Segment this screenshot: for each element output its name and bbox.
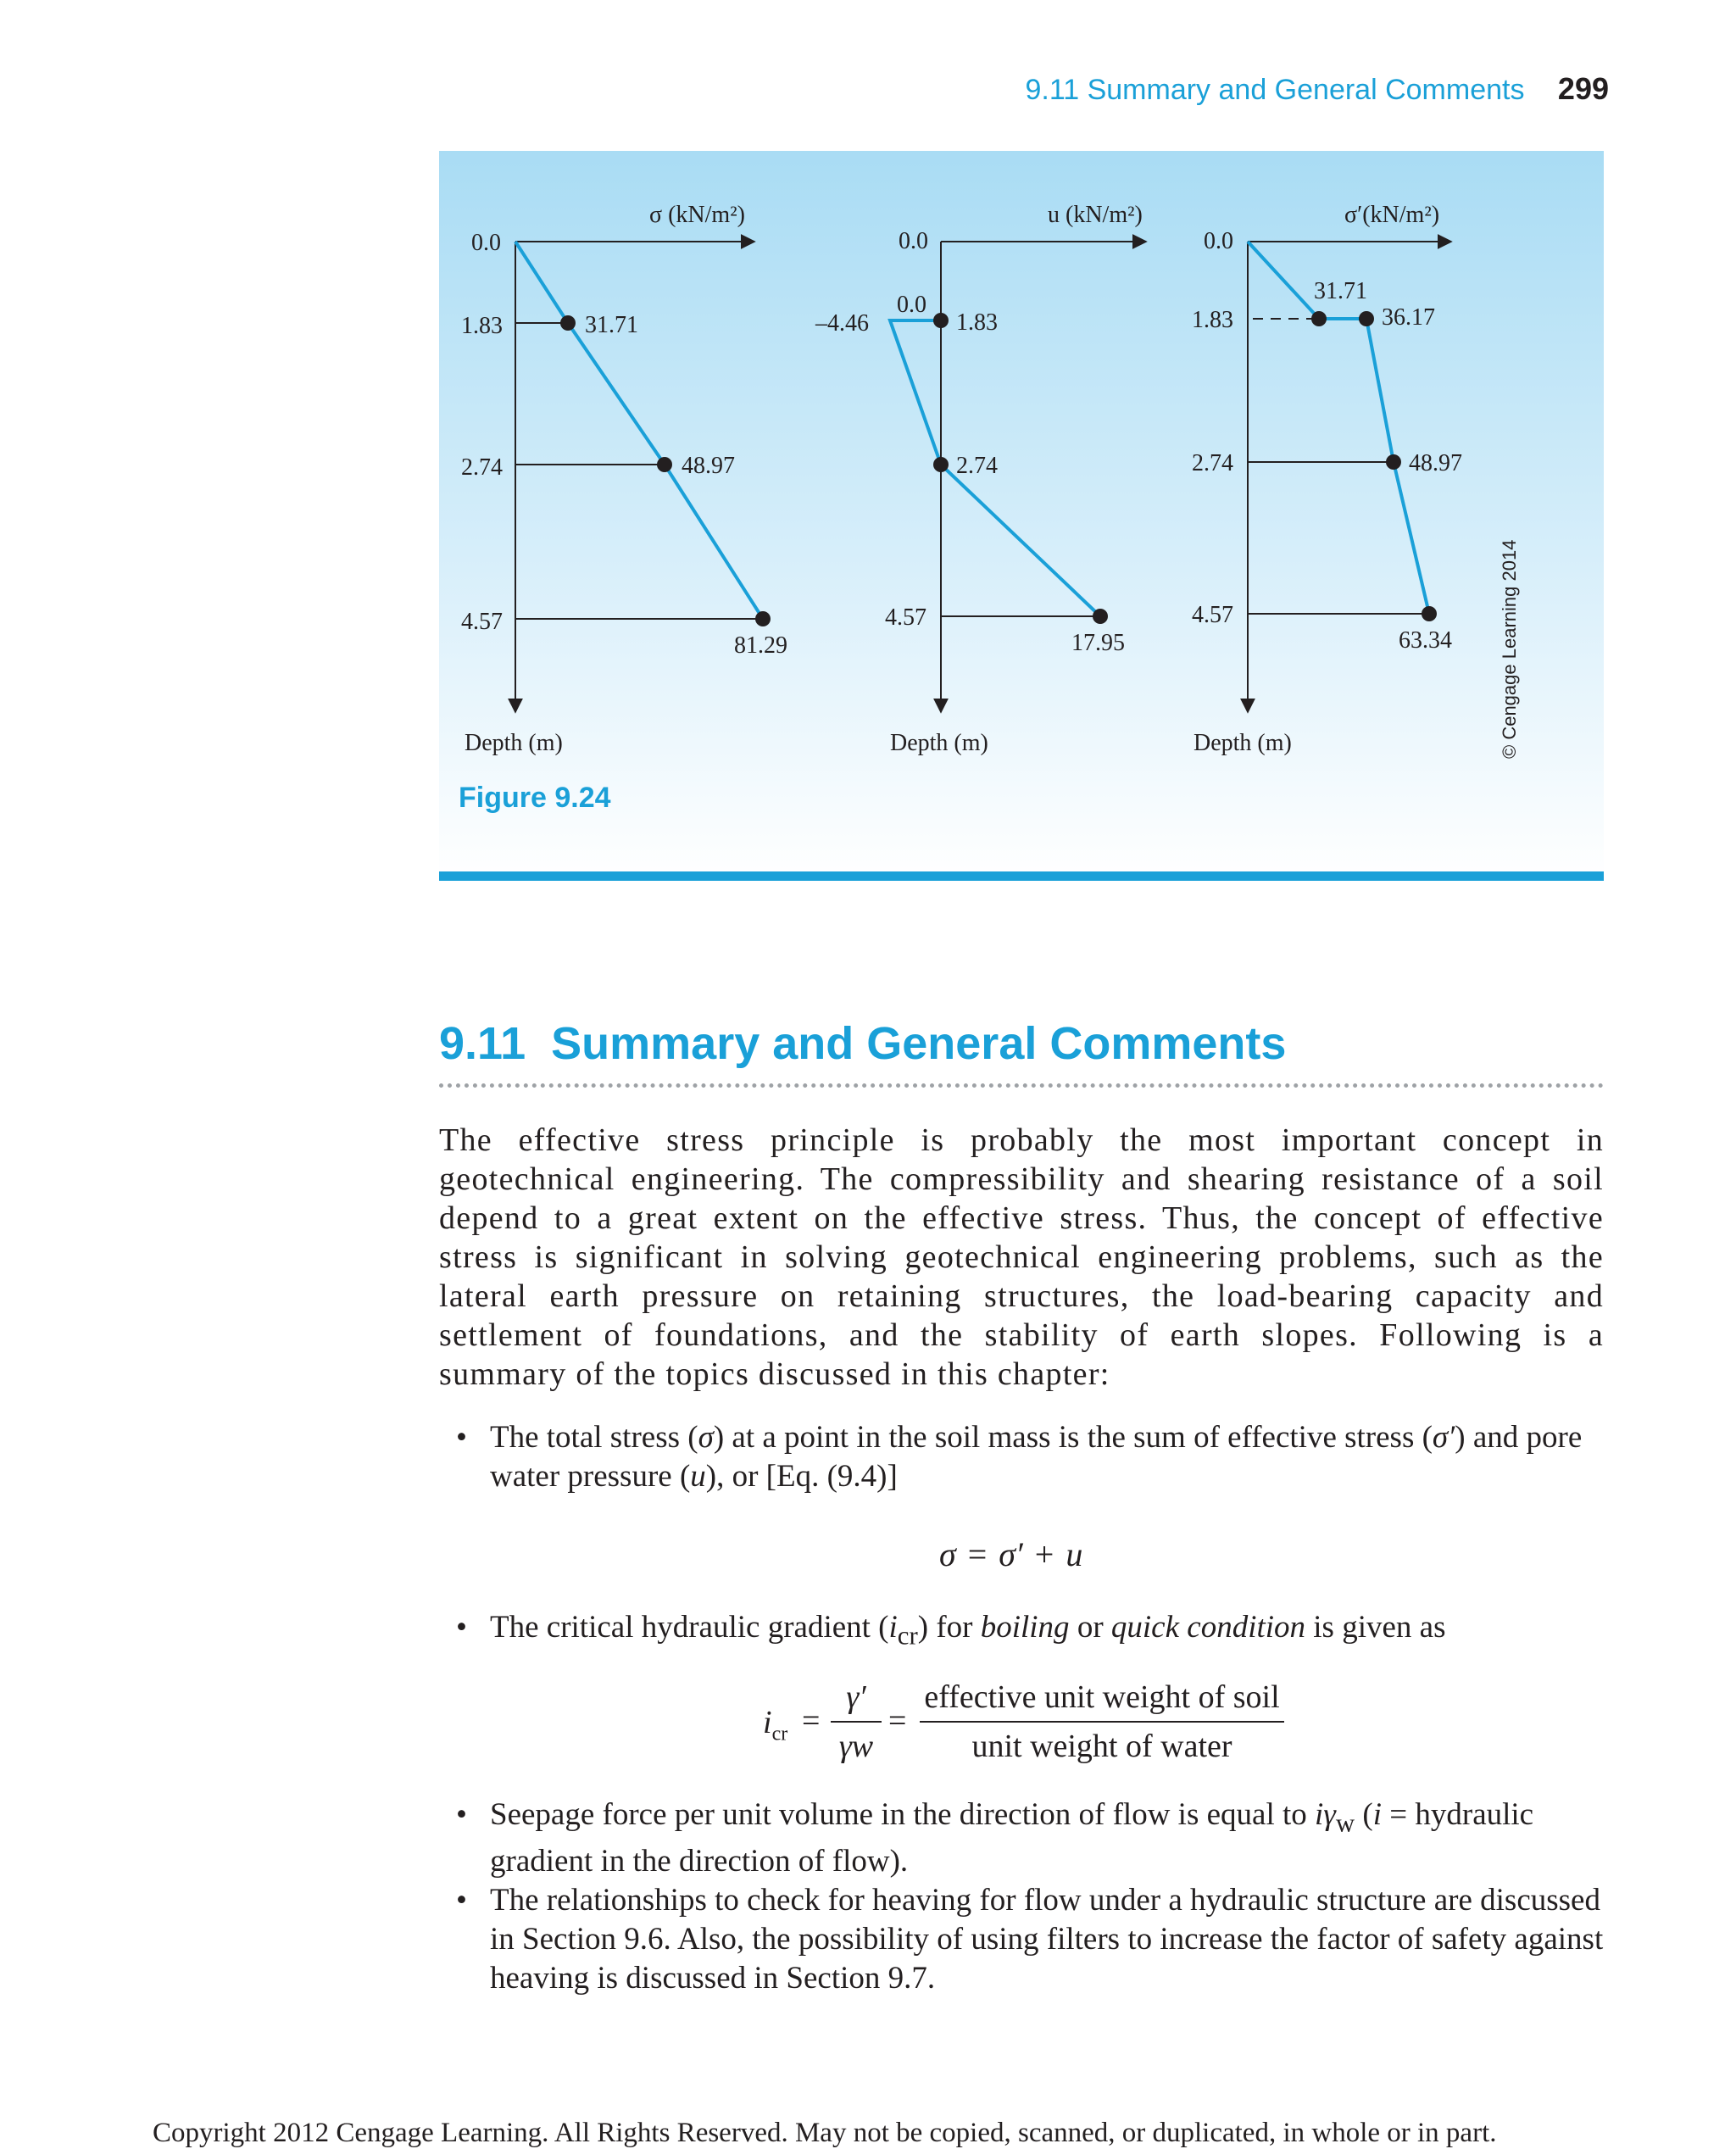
depth-tick-label: 4.57: [461, 609, 503, 635]
panel-title: σ (kN/m²): [649, 202, 745, 228]
value-label: 48.97: [682, 453, 735, 479]
depth-tick-label: 4.57: [1192, 602, 1233, 628]
data-point-63.34: [1422, 606, 1437, 621]
depth-tick-label: 1.83: [461, 313, 503, 339]
depth-axis-label: Depth (m): [465, 730, 563, 756]
value-label: 31.71: [585, 312, 638, 338]
depth-tick-label: 2.74: [956, 453, 998, 479]
body-paragraph: The effective stress principle is probably the most important concept in geotechnical engineering. The compressibility and shearing resistance of a soil depend to a great extent on the effective stress. Thus, the concept of effective stress is significant in solving geotechnical engineering problems, such as the lateral earth pressure on retaining structures, the load-bearing capacity and settlement of foundations, and the stability of earth slopes. Following is a summary of the topics discussed in this chapter:: [439, 1122, 1604, 1392]
value-label: 63.34: [1399, 627, 1452, 654]
section-title: [439, 1017, 1286, 1070]
data-point-48.97: [657, 457, 672, 472]
figure-caption: Figure 9.24: [459, 782, 611, 814]
negative-label: –4.46: [815, 310, 869, 337]
panel-total-stress: [461, 202, 787, 756]
data-point-36.17: [1359, 311, 1374, 326]
fraction-words: effective unit weight of soil unit weight of water: [920, 1679, 1284, 1765]
section-number: 9.11: [439, 1018, 526, 1069]
sigma-profile-line: [515, 242, 763, 619]
list-item: • The relationships to check for heaving for flow under a hydraulic structure are discussed in Section 9.6. Also, the possibility of using filters to increase the factor of safety against heaving is discussed in Section 9.7.: [456, 1883, 1604, 1996]
value-label: 36.17: [1382, 304, 1435, 331]
depth-tick-label: 2.74: [1192, 450, 1233, 476]
footer-copyright: Copyright 2012 Cengage Learning. All Rights Reserved. May not be copied, scanned, or duplicated, in whole or in part.: [153, 2118, 1497, 2148]
list-item: • The critical hydraulic gradient $(i_{cr})$ for boiling or quick condition is given as: [456, 1610, 1446, 1651]
equation-critical-gradient: $i_{cr}$ = γ′ γw = effective unit weight of soil unit weight of water: [763, 1679, 1288, 1772]
depth-axis-label: Depth (m): [1194, 730, 1292, 756]
side-copyright: © Cengage Learning 2014: [1499, 539, 1520, 759]
equation-total-stress: σ = σ′ + u: [939, 1535, 1083, 1573]
panel-title: u (kN/m²): [1048, 202, 1143, 228]
bullet-list: [456, 1418, 1604, 1496]
depth-tick-label: 1.83: [1192, 307, 1233, 333]
panel-effective-stress: [1192, 202, 1462, 756]
zero-label: 0.0: [897, 292, 926, 318]
dotted-rule: [439, 1083, 1604, 1088]
section-title-text: Summary and General Comments: [551, 1018, 1287, 1069]
depth-label-top: 0.0: [471, 230, 501, 256]
list-item: • Seepage force per unit volume in the direction of flow is equal to $i\gamma_w$ (i = hydraulic gradient in the direction of flow).: [456, 1797, 1534, 1879]
bullet-list: [456, 1795, 1604, 1998]
data-point-17.95: [1093, 609, 1108, 624]
fraction-gamma: γ′ γw: [831, 1679, 882, 1765]
running-head-section: 9.11 Summary and General Comments: [1025, 74, 1525, 106]
depth-label-top: 0.0: [899, 228, 928, 254]
data-point-2.74: [933, 457, 949, 472]
page-number: 299: [1557, 71, 1609, 106]
depth-tick-label: 2.74: [461, 454, 503, 481]
data-point-81.29: [755, 611, 771, 626]
panel-title: σ′(kN/m²): [1344, 202, 1440, 228]
bullet-list: [456, 1608, 1604, 1655]
list-item: • The total stress (σ) at a point in the soil mass is the sum of effective stress (σ′) and pore water pressure (u), or [Eq. (9.4)]: [456, 1420, 1583, 1494]
stress-profile-figure: [0, 0, 1736, 933]
value-label: 31.71: [1314, 278, 1367, 304]
data-point-48.97: [1386, 454, 1401, 470]
panel-pore-pressure: [815, 202, 1146, 756]
depth-label-top: 0.0: [1204, 228, 1233, 254]
value-label: 48.97: [1409, 450, 1462, 476]
data-point-31.71: [1311, 311, 1327, 326]
depth-tick-label: 4.57: [885, 604, 926, 631]
data-point-31.71: [560, 315, 576, 331]
data-point-0.0: [933, 313, 949, 328]
value-label: 17.95: [1071, 630, 1125, 656]
value-label: 81.29: [734, 632, 787, 659]
depth-tick-label: 1.83: [956, 309, 998, 336]
depth-axis-label: Depth (m): [890, 730, 988, 756]
